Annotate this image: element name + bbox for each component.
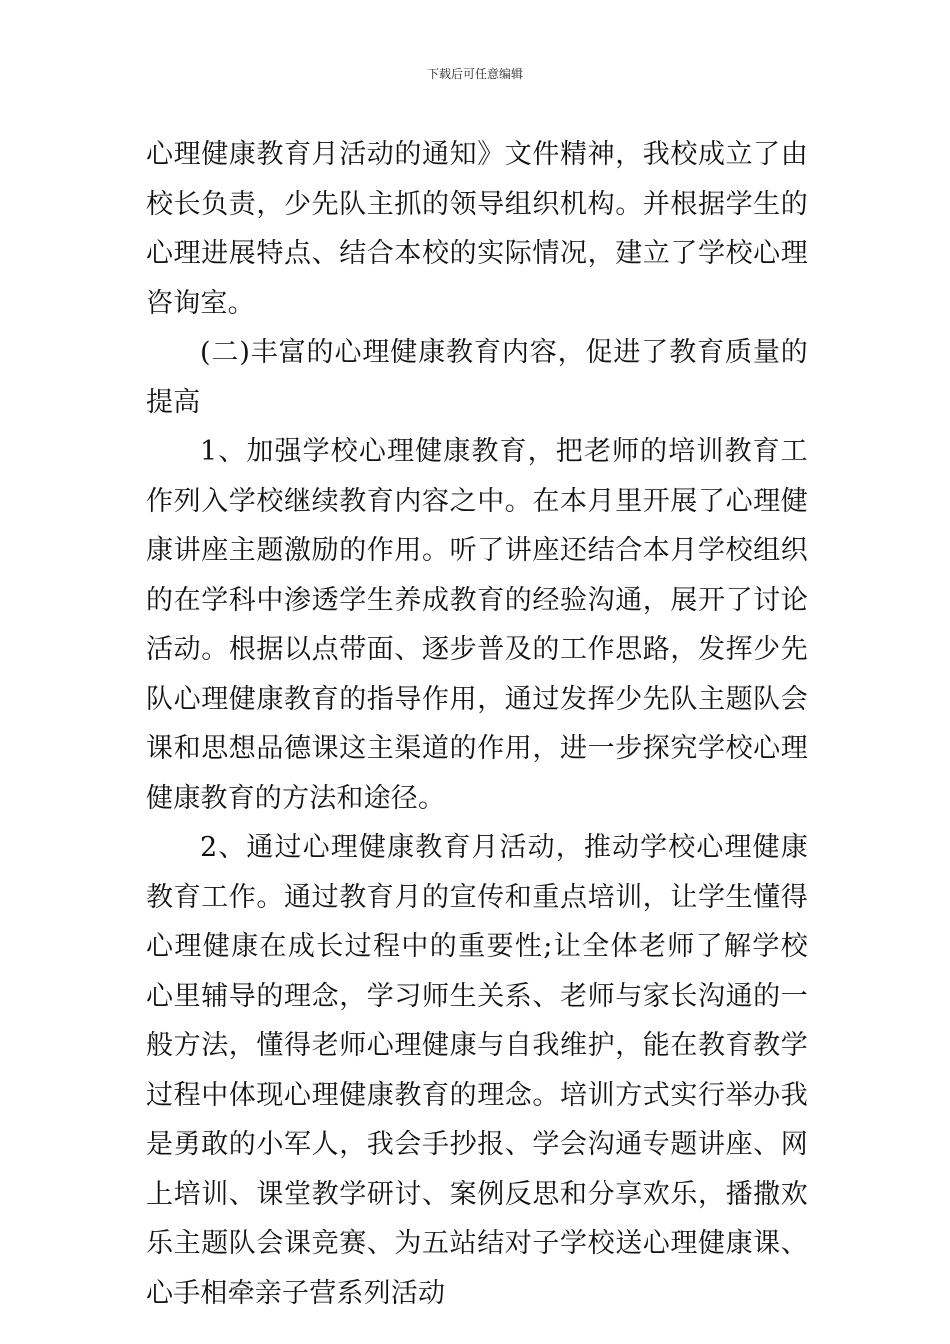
paragraph-item-2: 2、通过心理健康教育月活动，推动学校心理健康教育工作。通过教育月的宣传和重点培训，让学生懂得心理健康在成长过程中的重要性;让全体老师了解学校心里辅导的理念，学习师生关系、老师与家长沟通的一般方法，懂得老师心理健康与自我维护，能在教育教学过程中体现心理健康教育的理念。培训方式实行举办我是勇敢的小军人，我会手抄报、学会沟通专题讲座、网上培训、课堂教学研讨、案例反思和分享欢乐，播撒欢乐主题队会课竞赛、为五站结对子学校送心理健康课、心手相牵亲子营系列活动 [146, 832, 808, 1309]
paragraph-1: 心理健康教育月活动的通知》文件精神，我校成立了由校长负责，少先队主抓的领导组织机构。并根据学生的心理进展特点、结合本校的实际情况，建立了学校心理咨询室。 [146, 139, 808, 319]
section-heading-2: (二)丰富的心理健康教育内容，促进了教育质量的提高 [146, 337, 808, 418]
paragraph-item-1: 1、加强学校心理健康教育，把老师的培训教育工作列入学校继续教育内容之中。在本月里开展了心理健康讲座主题激励的作用。听了讲座还结合本月学校组织的在学科中渗透学生养成教育的经验沟通，展开了讨论活动。根据以点带面、逐步普及的工作思路，发挥少先队心理健康教育的指导作用，通过发挥少先队主题队会课和思想品德课这主渠道的作用，进一步探究学校心理健康教育的方法和途径。 [146, 436, 808, 814]
document-body [146, 130, 808, 1318]
page-header: 下载后可任意编辑 [426, 67, 523, 81]
